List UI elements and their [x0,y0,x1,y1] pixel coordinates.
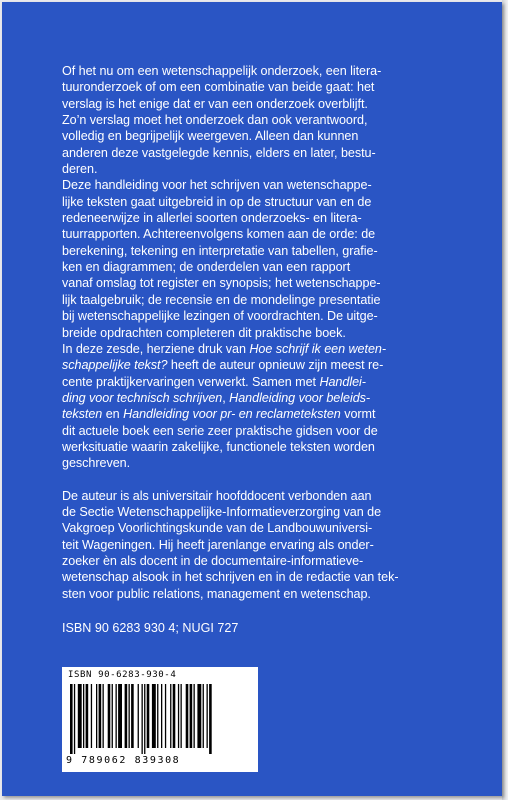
paragraph-intro: Of het nu om een wetenschappelijk onderzoek, een litera- tuuronderzoek of om een combinatie van beide gaat: het verslag is het enige dat er van een onderzoek overblijft. Zo’n verslag moet het onderzoek dan ook verantwoord, volledig en begrijpelijk weergeven. Alleen dan kunnen anderen deze vastgelegde kennis, elders en later, bestu- deren. [62,64,382,177]
barcode-bars-icon [70,684,252,754]
page-edge [502,0,508,800]
isbn-nugi: ISBN 90 6283 930 4; NUGI 727 [62,621,239,635]
paragraph-edition: In deze zesde, herziene druk van Hoe schrijf ik een weten- schappelijke tekst? heeft de auteur opnieuw zijn meest re- cente praktijkervaringen verwerkt. Samen met Handlei- ding voor technisch schrijven, Handleiding voor beleids- teksten en Handleiding voor pr- en reclameteksten vormt dit actuele boek een serie zeer praktische gidsen voor de werksituatie waarin zakelijke, functionele teksten worden geschreven. [62,341,387,471]
barcode-number: 9 789062 839308 [66,755,181,766]
paragraph-contents: Deze handleiding voor het schrijven van wetenschappe- lijke teksten gaat uitgebreid in op de structuur van en de redeneerwijze in allerlei soorten onderzoeks- en litera- tuurrapporten. Achtereenvolgens komen aan de orde: de berekening, tekening en interpretatie van tabellen, grafie- ken en diagrammen; de onderdelen van een rapport vanaf omslag tot register en synopsis; het wetenschappe- lijk taalgebruik; de recensie en de mondelinge presentatie bij wetenschappelijke lezingen of voordrachten. De uitge- breide opdrachten completeren dit praktische boek. [62,178,381,340]
barcode [62,667,258,772]
barcode-isbn-text: ISBN 90-6283-930-4 [68,670,177,680]
author-bio: De auteur is als universitair hoofddocent verbonden aan de Sectie Wetenschappelijke-Informatieverzorging van de Vakgroep Voorlichtingskunde van de Landbouwuniversi- teit Wageningen. Hij heeft jarenlange ervaring als onder- zoeker èn als docent in de documentaire-informatieve- wetenschap alsook in het schrijven en in de redactie van tek- sten voor public relations, management en wetenschap. [62,488,399,601]
blurb-text [62,63,458,602]
